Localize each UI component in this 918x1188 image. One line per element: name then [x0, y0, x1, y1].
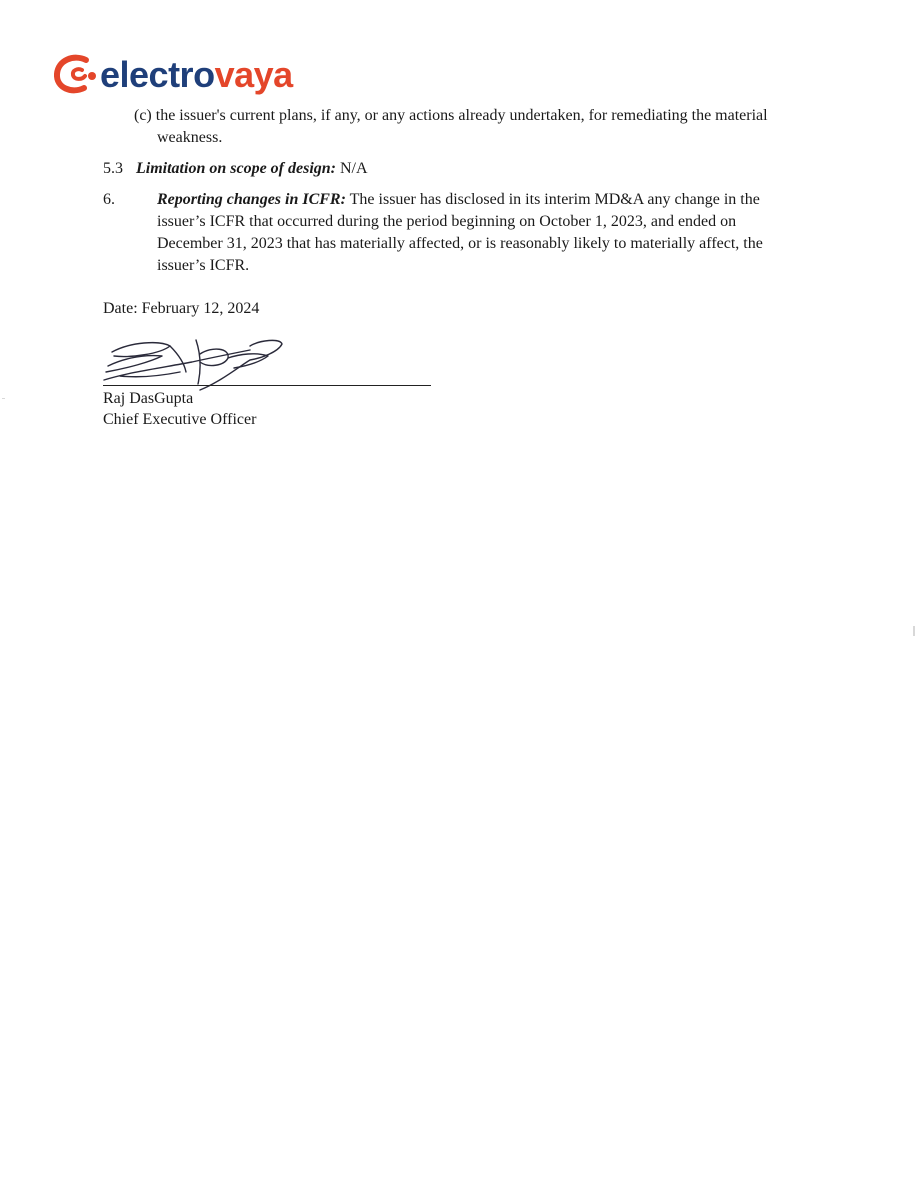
signer-name: Raj DasGupta [103, 390, 194, 407]
item-c-line-1: (c) the issuer's current plans, if any, or any actions already undertaken, for remediating the material [134, 107, 768, 124]
item-6-line-1-rest: The issuer has disclosed in its interim MD&A any change in the [349, 191, 760, 208]
item-5-3-number: 5.3 [103, 160, 123, 177]
logo-wordmark [100, 54, 293, 95]
item-6-line-3: December 31, 2023 that has materially affected, or is reasonably likely to materially affect, the [157, 235, 763, 252]
logo-swoosh-icon [52, 54, 98, 96]
item-5-3-line [136, 158, 368, 180]
date-line: Date: February 12, 2024 [103, 300, 260, 317]
handwritten-signature [100, 332, 290, 392]
item-5-3-heading: Limitation on scope of design: [136, 160, 336, 177]
item-6-number: 6. [103, 191, 115, 208]
company-logo [52, 52, 293, 98]
item-6-heading: Reporting changes in ICFR: [157, 191, 346, 208]
signer-title: Chief Executive Officer [103, 411, 257, 428]
signature-line [103, 385, 431, 386]
item-6-line-4: issuer’s ICFR. [157, 257, 250, 274]
item-6-line-2: issuer’s ICFR that occurred during the period beginning on October 1, 2023, and ended on [157, 213, 737, 230]
item-c-line-2: weakness. [157, 129, 223, 146]
item-5-3-value: N/A [340, 160, 368, 177]
logo-wordmark-electro: electro [100, 54, 215, 95]
item-6-line-1 [157, 189, 760, 211]
logo-wordmark-vaya: vaya [214, 54, 293, 95]
scan-artifact [913, 626, 915, 636]
scan-artifact [2, 398, 5, 399]
